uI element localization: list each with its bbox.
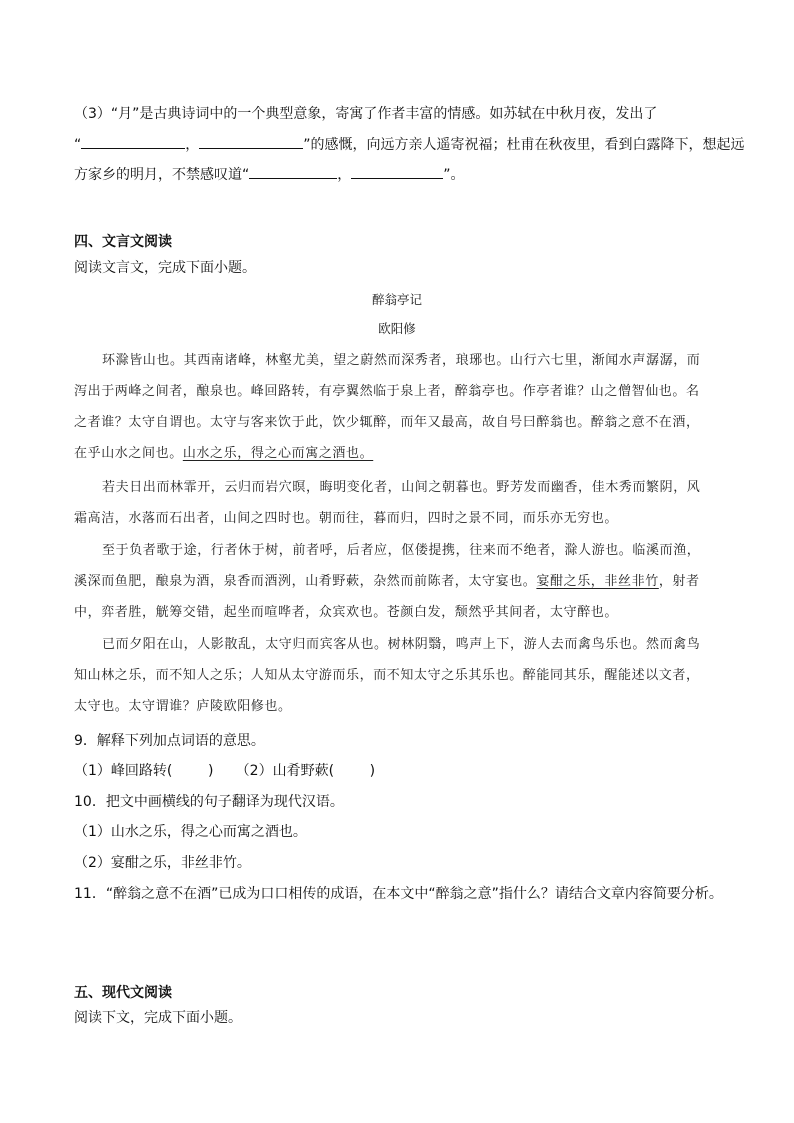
section-5-instruction: 阅读下文，完成下面小题。 bbox=[74, 1010, 242, 1026]
passage-p2-line-2: 霜高洁，水落而石出者，山间之四时也。朝而往，暮而归，四时之景不同，而乐亦无穷也。 bbox=[74, 511, 619, 526]
q3-comma-1: ， bbox=[185, 137, 200, 153]
passage-author: 欧阳修 bbox=[378, 321, 416, 336]
passage-p3-line-2-end: ，射者 bbox=[658, 574, 700, 589]
q3-close-quote: ”。 bbox=[443, 167, 465, 183]
fill-blank-2[interactable] bbox=[199, 134, 303, 149]
section-5-heading: 五、现代文阅读 bbox=[74, 985, 172, 1001]
question-9: 9．解释下列加点词语的意思。 bbox=[74, 733, 265, 749]
passage-p3-line-2-text: 溪深而鱼肥，酿泉为酒，泉香而酒洌，山肴野蔌，杂然而前陈者，太守宴也。 bbox=[74, 574, 537, 589]
passage-p3-line-2 bbox=[74, 573, 700, 591]
q3-comma-2: ， bbox=[337, 167, 352, 183]
passage-title: 醉翁亭记 bbox=[371, 292, 422, 307]
fill-blank-3[interactable] bbox=[249, 164, 337, 179]
passage-p4-line-1: 已而夕阳在山，人影散乱，太守归而宾客从也。树林阴翳，鸣声上下，游人去而禽鸟乐也。然而禽鸟 bbox=[102, 637, 701, 652]
section-4-heading: 四、文言文阅读 bbox=[74, 234, 172, 250]
q3-line-2-text: ”的感慨，向远方亲人遥寄祝福；杜甫在秋夜里，看到白露降下，想起远 bbox=[303, 137, 745, 153]
fill-blank-1[interactable] bbox=[81, 134, 185, 149]
q3-line-1: （3）“月”是古典诗词中的一个典型意象，寄寓了作者丰富的情感。如苏轼在中秋月夜，发出了 bbox=[74, 106, 658, 122]
underlined-sentence-1: 山水之乐，得之心而寓之酒也。 bbox=[182, 446, 374, 461]
q3-line-2 bbox=[74, 134, 745, 155]
question-9-items: （1）峰回路转( ) （2）山肴野蔌( ) bbox=[74, 763, 376, 779]
passage-p1-line-3: 之者谁？太守自谓也。太守与客来饮于此，饮少辄醉，而年又最高，故自号曰醉翁也。醉翁之意不在酒， bbox=[74, 415, 700, 430]
fill-blank-4[interactable] bbox=[351, 164, 443, 179]
question-10-item-2: （2）宴酣之乐，非丝非竹。 bbox=[74, 855, 251, 871]
passage-p4-line-3: 太守也。太守谓谁？庐陵欧阳修也。 bbox=[74, 699, 292, 714]
section-4-instruction: 阅读文言文，完成下面小题。 bbox=[74, 260, 256, 276]
passage-p3-line-3: 中，弈者胜，觥筹交错，起坐而喧哗者，众宾欢也。苍颜白发，颓然乎其间者，太守醉也。 bbox=[74, 605, 619, 620]
passage-p3-line-1: 至于负者歌于途，行者休于树，前者呼，后者应，伛偻提携，往来而不绝者，滁人游也。临溪而渔， bbox=[102, 543, 701, 558]
q3-open-quote: “ bbox=[74, 137, 82, 153]
q3-line-3 bbox=[74, 164, 465, 185]
passage-p4-line-2: 知山林之乐，而不知人之乐；人知从太守游而乐，而不知太守之乐其乐也。醉能同其乐，醒能述以文者， bbox=[74, 668, 700, 683]
passage-p1-line-4-text: 在乎山水之间也。 bbox=[74, 446, 183, 461]
q3-line-3-text: 方家乡的明月，不禁感叹道“ bbox=[74, 167, 250, 183]
passage-p1-line-2: 泻出于两峰之间者，酿泉也。峰回路转，有亭翼然临于泉上者，醉翁亭也。作亭者谁？山之僧智仙也。名 bbox=[74, 384, 700, 399]
passage-p1-line-4 bbox=[74, 445, 373, 463]
passage-p1-line-1: 环滁皆山也。其西南诸峰，林壑尤美，望之蔚然而深秀者，琅琊也。山行六七里，渐闻水声潺潺，而 bbox=[102, 353, 701, 368]
passage-p2-line-1: 若夫日出而林霏开，云归而岩穴暝，晦明变化者，山间之朝暮也。野芳发而幽香，佳木秀而繁阴，风 bbox=[102, 480, 701, 495]
question-10-item-1: （1）山水之乐，得之心而寓之酒也。 bbox=[74, 824, 307, 840]
question-10: 10．把文中画横线的句子翻译为现代汉语。 bbox=[74, 794, 344, 810]
question-11: 11．“醉翁之意不在酒”已成为口口相传的成语，在本文中“醉翁之意”指什么？请结合文章内容简要分析。 bbox=[74, 886, 723, 902]
underlined-sentence-2: 宴酣之乐，非丝非竹 bbox=[536, 574, 659, 589]
